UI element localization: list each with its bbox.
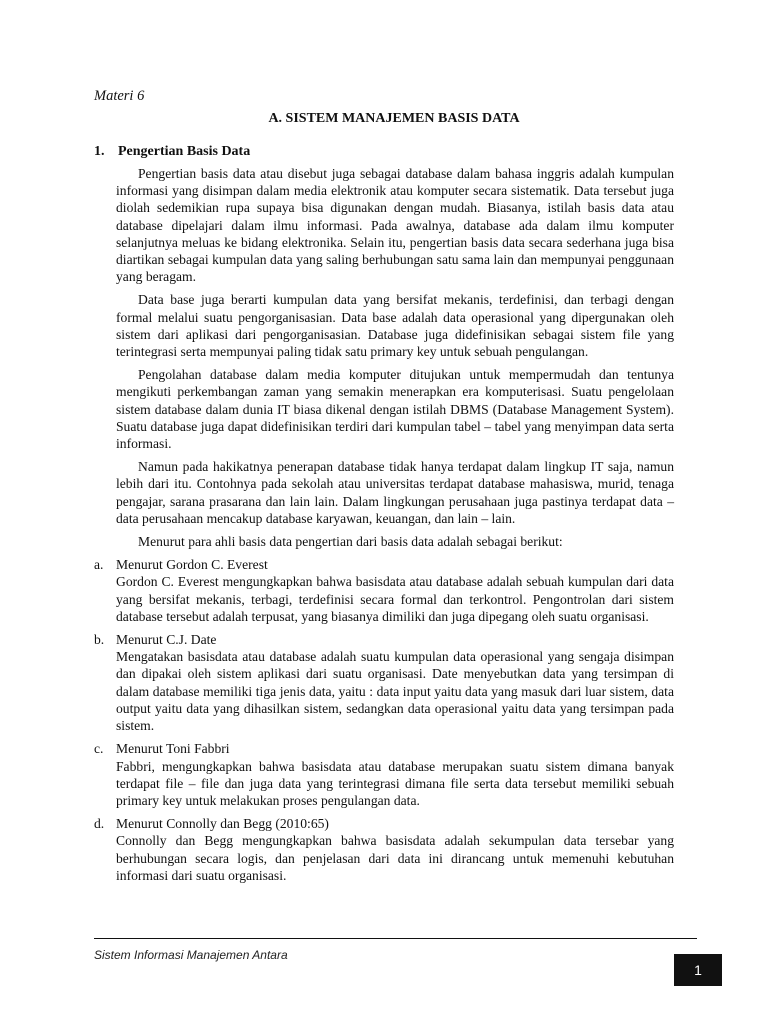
paragraph-2: Data base juga berarti kumpulan data yang bersifat mekanis, terdefinisi, dan terbagi dengan formal melalui suatu pengorganisasian. Data base adalah data operasional yang dipergunakan oleh sistem dari aplikasi dari pengorganisasian. Database juga didefinisikan sebagai sistem file yang terintegrasi serta mempunyai paling tidak satu primary key untuk sebuah pengulangan. [116, 292, 674, 360]
expert-item-fabbri [94, 740, 674, 809]
section-number: 1. [94, 144, 105, 159]
paragraph-1: Pengertian basis data atau disebut juga sebagai database dalam bahasa inggris adalah kumpulan informasi yang disimpan dalam media elektronik atau komputer secara sistematik. Data tersebut juga diolah sedemikian rupa supaya bisa digunakan dengan mudah. Biasanya, istilah basis data atau database dipelajari dalam ilmu informasi. Pada awalnya, database ada dalam ilmu komputer selanjutnya meluas ke bidang elektronika. Selain itu, pengertian basis data secara sederhana juga bisa diartikan sebagai kumpulan data yang saling berhubungan satu sama lain dan mempunyai penggunaan yang beragam. [116, 166, 674, 285]
expert-text: Connolly dan Begg mengungkapkan bahwa basisdata adalah sekumpulan data tersebar yang berhubungan secara logis, dan penjelasan dari data ini dirancang untuk memenuhi kebutuhan informasi dari suatu organisasi. [116, 833, 674, 883]
expert-text: Gordon C. Everest mengungkapkan bahwa basisdata atau database adalah sebuah kumpulan dari data yang bersifat mekanis, terbagi, terdefinisi secara formal dan terkontrol. Pengontrolan dari sistem database tersebut adalah terpusat, yang biasanya dimiliki dan juga dipegang oleh suatu organisasi. [116, 574, 674, 624]
section-heading [94, 144, 250, 160]
expert-heading: Menurut C.J. Date [116, 632, 217, 648]
footer-text: Sistem Informasi Manajemen Antara [94, 948, 288, 962]
expert-item-date [94, 631, 674, 734]
paragraph-4: Namun pada hakikatnya penerapan database tidak hanya terdapat dalam lingkup IT saja, namun lebih dari itu. Contohnya pada sekolah atau universitas terdapat database mahasiswa, murid, tenaga pengajar, sarana prasarana dan lain lain. Dalam lingkungan perusahaan juga pastinya terdapat data – data perusahaan mencakup database karyawan, keuangan, dan lain – lain. [116, 459, 674, 526]
chapter-title: A. SISTEM MANAJEMEN BASIS DATA [268, 111, 520, 126]
expert-text: Mengatakan basisdata atau database adalah suatu kumpulan data operasional yang sengaja disimpan dan dipakai oleh sistem aplikasi dari suatu organisasi. Date menyebutkan data yang tersimpan di dalam database memiliki tiga jenis data, yaitu : data input yaitu data yang masuk dari luar sistem, data output yaitu data yang dihasilkan sistem, sedangkan data operasional yaitu data yang tersimpan pada sistem. [116, 649, 674, 734]
expert-item-connolly-begg [94, 815, 674, 884]
expert-text: Fabbri, mengungkapkan bahwa basisdata atau database merupakan suatu sistem dimana banyak terdapat file – file dan juga data yang terintegrasi dimana file serta data tersebut memiliki sebuah primary key untuk melakukan proses pengulangan data. [116, 758, 674, 808]
materi-label: Materi 6 [94, 88, 145, 104]
list-marker: c. [94, 741, 104, 757]
expert-heading: Menurut Connolly dan Begg (2010:65) [116, 816, 329, 832]
page-number: 1 [674, 954, 722, 986]
footer-divider [94, 938, 697, 939]
expert-heading: Menurut Gordon C. Everest [116, 557, 268, 573]
list-marker: d. [94, 816, 105, 832]
expert-item-everest [94, 556, 674, 625]
paragraph-3: Pengolahan database dalam media komputer ditujukan untuk mempermudah dan tentunya mengikuti perkembangan zaman yang semakin menerapkan era komputerisasi. Suatu pengelolaan sistem database dalam dunia IT biasa dikenal dengan istilah DBMS (Database Management System). Suatu database juga dapat didefinisikan terdiri dari kumpulan tabel – tabel yang menyimpan data serta informasi. [116, 367, 674, 452]
experts-intro: Menurut para ahli basis data pengertian dari basis data adalah sebagai berikut: [138, 534, 563, 550]
expert-heading: Menurut Toni Fabbri [116, 741, 230, 757]
body-text [94, 165, 674, 890]
list-marker: a. [94, 557, 104, 573]
list-marker: b. [94, 632, 105, 648]
section-title: Pengertian Basis Data [118, 144, 251, 159]
